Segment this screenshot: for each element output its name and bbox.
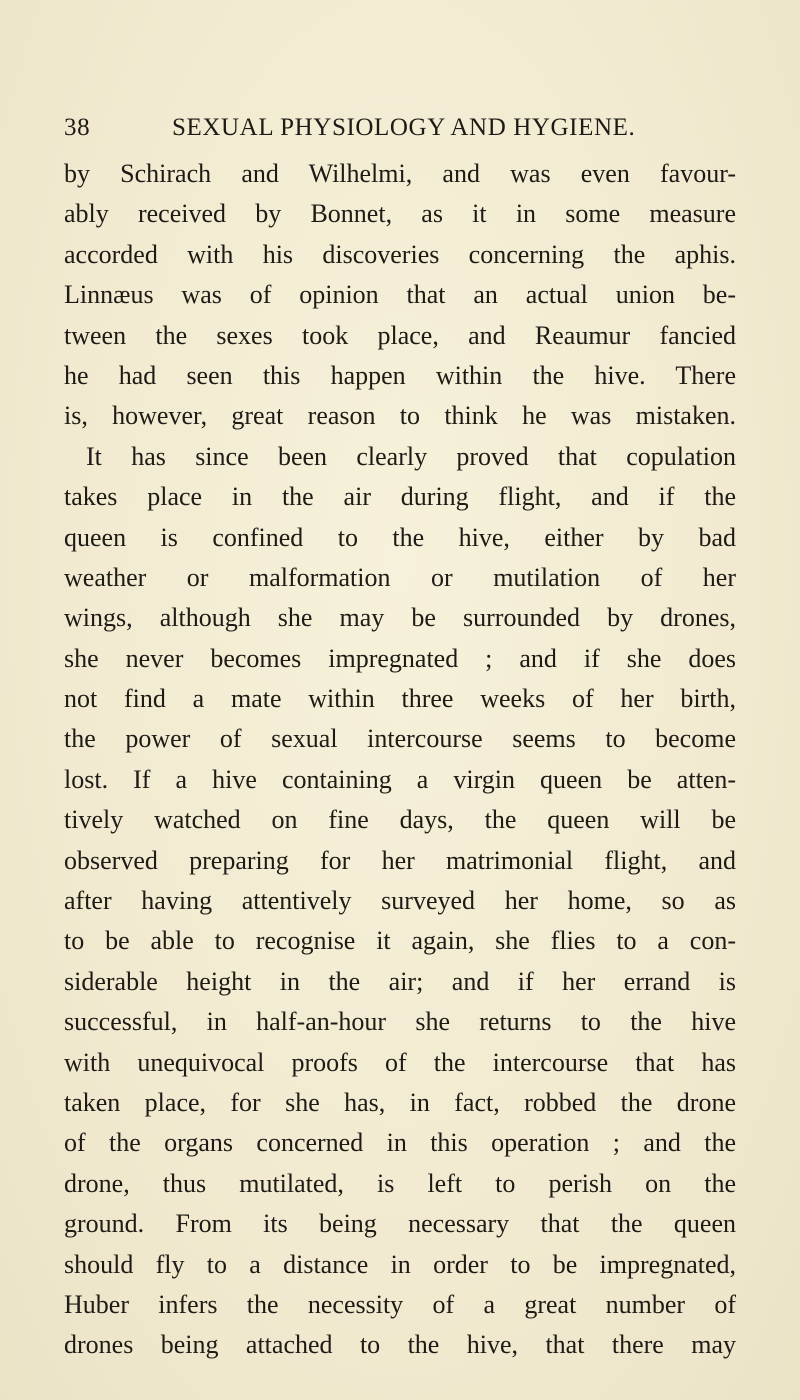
text-line: he had seen this happen within the hive. There — [64, 360, 736, 390]
text-line: queen is confined to the hive, either by bad — [64, 522, 736, 552]
text-line: with unequivocal proofs of the intercourse that has — [64, 1047, 736, 1077]
text-line: should fly to a distance in order to be impregnated, — [64, 1249, 736, 1279]
text-line: after having attentively surveyed her home, so as — [64, 886, 736, 916]
text-line: takes place in the air during flight, and if the — [64, 482, 736, 512]
text-line: taken place, for she has, in fact, robbed the drone — [64, 1087, 736, 1117]
text-line: not find a mate within three weeks of her birth, — [64, 684, 736, 714]
text-line: accorded with his discoveries concerning the aphis. — [64, 239, 736, 269]
text-line: she never becomes impregnated ; and if she does — [64, 643, 736, 673]
text-line: by Schirach and Wilhelmi, and was even favour- — [64, 159, 736, 188]
text-line: is, however, great reason to think he was mistaken. — [64, 401, 736, 431]
text-line: ably received by Bonnet, as it in some measure — [64, 199, 736, 229]
text-line: observed preparing for her matrimonial flight, and — [64, 845, 736, 875]
text-line: drones being attached to the hive, that there may — [64, 1330, 736, 1360]
text-line: tively watched on fine days, the queen will be — [64, 805, 736, 835]
text-line: weather or malformation or mutilation of her — [64, 562, 736, 592]
page-number: 38 — [64, 114, 91, 141]
text-line: of the organs concerned in this operation ; and the — [64, 1128, 736, 1158]
running-head — [64, 108, 736, 148]
text-line: the power of sexual intercourse seems to become — [64, 724, 736, 754]
text-line: tween the sexes took place, and Reaumur fancied — [64, 320, 736, 350]
body-text — [64, 154, 736, 1366]
text-line: Linnæus was of opinion that an actual union be- — [64, 280, 736, 310]
text-line: lost. If a hive containing a virgin queen be atten- — [64, 764, 736, 794]
text-line: It has since been clearly proved that copulation — [86, 441, 736, 471]
text-line: Huber infers the necessity of a great number of — [64, 1289, 736, 1319]
text-line: ground. From its being necessary that the queen — [64, 1209, 736, 1239]
text-line: successful, in half-an-hour she returns to the hive — [64, 1007, 736, 1037]
text-line: wings, although she may be surrounded by drones, — [64, 603, 736, 633]
text-line: to be able to recognise it again, she flies to a con- — [64, 926, 736, 956]
text-line: drone, thus mutilated, is left to perish on the — [64, 1168, 736, 1198]
running-title: SEXUAL PHYSIOLOGY AND HYGIENE. — [172, 114, 636, 141]
text-line: siderable height in the air; and if her errand is — [64, 966, 736, 996]
